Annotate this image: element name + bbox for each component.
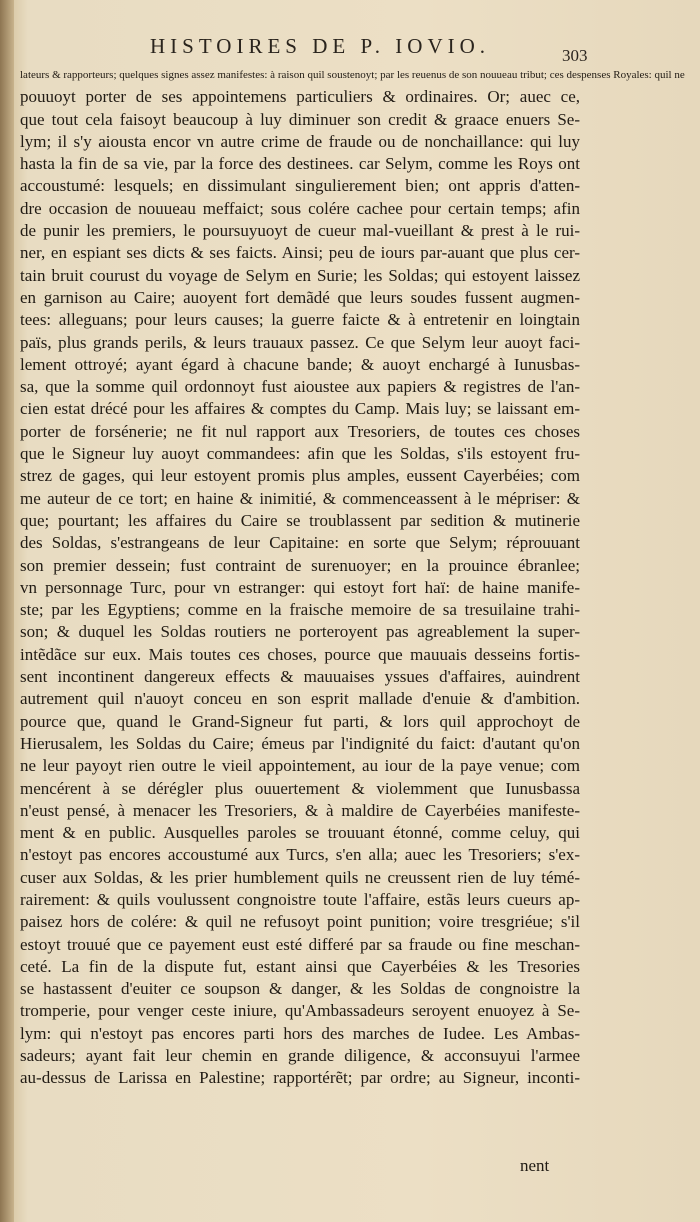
text-line: paisez hors de colére: & quil ne refusoyt point punition; voire tresgriéue; s'il <box>20 912 580 932</box>
text-line: lement ottroyé; ayant égard à chacune bande; & auoyt enchargé à Iunusbas- <box>20 354 580 374</box>
text-line: tees: alleguans; pour leurs causes; la guerre faicte & à entretenir en loingtain <box>20 310 580 330</box>
text-line: ceté. La fin de la dispute fut, estant ainsi que Cayerbéies & les Tresories <box>20 956 580 976</box>
text-line: que le Signeur luy auoyt commandees: afin que les Soldas, s'ils estoyent fru- <box>20 444 580 464</box>
text-line: accoustumé: lesquels; en dissimulant singulierement bien; ont appris d'atten- <box>20 176 580 196</box>
text-line: autrement quil n'auoyt conceu en son esprit mallade d'enuie & d'ambition. <box>20 689 580 709</box>
text-line: rairement: & quils voulussent congnoistre toute l'affaire, estãs leurs cueurs ap- <box>20 889 580 909</box>
text-line: Hierusalem, les Soldas du Caire; émeus par l'indignité du faict: d'autant qu'on <box>20 733 580 753</box>
text-line: tromperie, pour venger ceste iniure, qu'Ambassadeurs seroyent enuoyez à Se- <box>20 1001 580 1021</box>
text-line: pource que, quand le Grand-Signeur fut parti, & lors quil approchoyt de <box>20 711 580 731</box>
page-number: 303 <box>562 46 588 65</box>
text-line: strez de gages, qui leur estoyent promis plus amples, eussent Cayerbéies; com <box>20 466 580 486</box>
book-gutter <box>0 0 14 1222</box>
text-line: porter de forsénerie; ne fit nul rapport aux Tresoriers, de toutes ces choses <box>20 421 580 441</box>
running-head: HISTOIRES DE P. IOVIO. <box>150 34 491 58</box>
text-line: au-dessus de Larissa en Palestine; rapportérẽt; par ordre; au Signeur, inconti- <box>20 1068 580 1088</box>
text-line: ne leur payoyt rien outre le vieil appointement, au iour de la paye venue; com <box>20 756 580 776</box>
text-line: sadeurs; ayant fait leur chemin en grande diligence, & acconsuyui l'armee <box>20 1046 580 1066</box>
text-line: ste; par les Egyptiens; comme en la fraische memoire de sa tresuilaine trahi- <box>20 600 580 620</box>
text-line: estoyt trouué que ce payement eust esté differé par sa fraude ou fine meschan- <box>20 934 580 954</box>
text-line: ment & en public. Ausquelles paroles se trouuant étonné, comme celuy, qui <box>20 823 580 843</box>
text-line: n'estoyt pas encores accoustumé aux Turcs, s'en alla; auec les Tresoriers; s'ex- <box>20 845 580 865</box>
text-line: lateurs & rapporteurs; quelques signes assez manifestes: à raison quil soustenoyt; par les reuenus de son nouueau tribut; ces despenses Royales: quil ne <box>20 69 685 81</box>
text-line: hasta la fin de sa vie, par la force des destinees. car Selym, comme les Roys ont <box>20 154 580 174</box>
text-line: ner, en espiant ses dicts & ses faicts. Ainsi; peu de iours par-auant que plus cer- <box>20 243 580 263</box>
text-line: sent incontinent dangereux effects & mauuaises yssues d'affaires, auindrent <box>20 667 580 687</box>
text-line: n'eust pensé, à menacer les Tresoriers, & à maldire de Cayerbéies manifeste- <box>20 800 580 820</box>
text-line: dre occasion de nouueau meffaict; sous colére cachee pour certain temps; afin <box>20 198 580 218</box>
text-line: son; & duquel les Soldas routiers ne porteroyent pas agreablement la super- <box>20 622 580 642</box>
text-line: se hastassent d'euiter ce soupson & danger, & les Soldas de congnoistre la <box>20 979 580 999</box>
text-line: me auteur de ce tort; en haine & inimitié, & commenceassent à le mépriser: & <box>20 488 580 508</box>
catchword: nent <box>520 1156 550 1175</box>
text-line: que tout cela faisoyt beaucoup à luy diminuer son credit & graace enuers Se- <box>20 109 580 129</box>
text-line: lym; il s'y aiousta encor vn autre crime de fraude ou de nonchaillance: qui luy <box>20 131 580 151</box>
text-line: de punir les premiers, le poursuyuoyt de cueur mal-vueillant & prest à le rui- <box>20 221 580 241</box>
text-line: son premier dessein; fust contraint de surenuoyer; en la prouince ébranlee; <box>20 555 580 575</box>
text-line: des Soldas, s'estrangeans de leur Capitaine: en sorte que Selym; réprouuant <box>20 533 580 553</box>
body-text <box>20 64 685 1090</box>
text-line: tain bruit courust du voyage de Selym en Surie; les Soldas; qui estoyent laissez <box>20 265 580 285</box>
text-line: vn personnage Turc, pour vn estranger: qui estoyt fort haï: de haine manife- <box>20 577 580 597</box>
text-line: sa, que la somme quil ordonnoyt fust aioustee aux papiers & registres de l'an- <box>20 377 580 397</box>
text-line: lym: qui n'estoyt pas encores parti hors des marches de Iudee. Les Ambas- <box>20 1023 580 1043</box>
text-line: cuser aux Soldas, & les prier humblement quils ne creussent rien de luy témé- <box>20 867 580 887</box>
text-line: païs, plus grands perils, & leurs trauaux passez. Ce que Selym leur auoyt faci- <box>20 332 580 352</box>
text-line: que; pourtant; les affaires du Caire se troublassent par sedition & mutinerie <box>20 510 580 530</box>
text-line: pouuoyt porter de ses appointemens particuliers & ordinaires. Or; auec ce, <box>20 87 580 107</box>
text-line: en garnison au Caire; auoyent fort demãdé que leurs soudes fussent augmen- <box>20 287 580 307</box>
text-line: cien estat drécé pour les affaires & comptes du Camp. Mais luy; se laissant em- <box>20 399 580 419</box>
text-line: intẽdãce sur eux. Mais toutes ces choses, pource que mauuais desseins fortis- <box>20 644 580 664</box>
text-line: mencérent à se dérégler plus ouuertement & violemment que Iunusbassa <box>20 778 580 798</box>
